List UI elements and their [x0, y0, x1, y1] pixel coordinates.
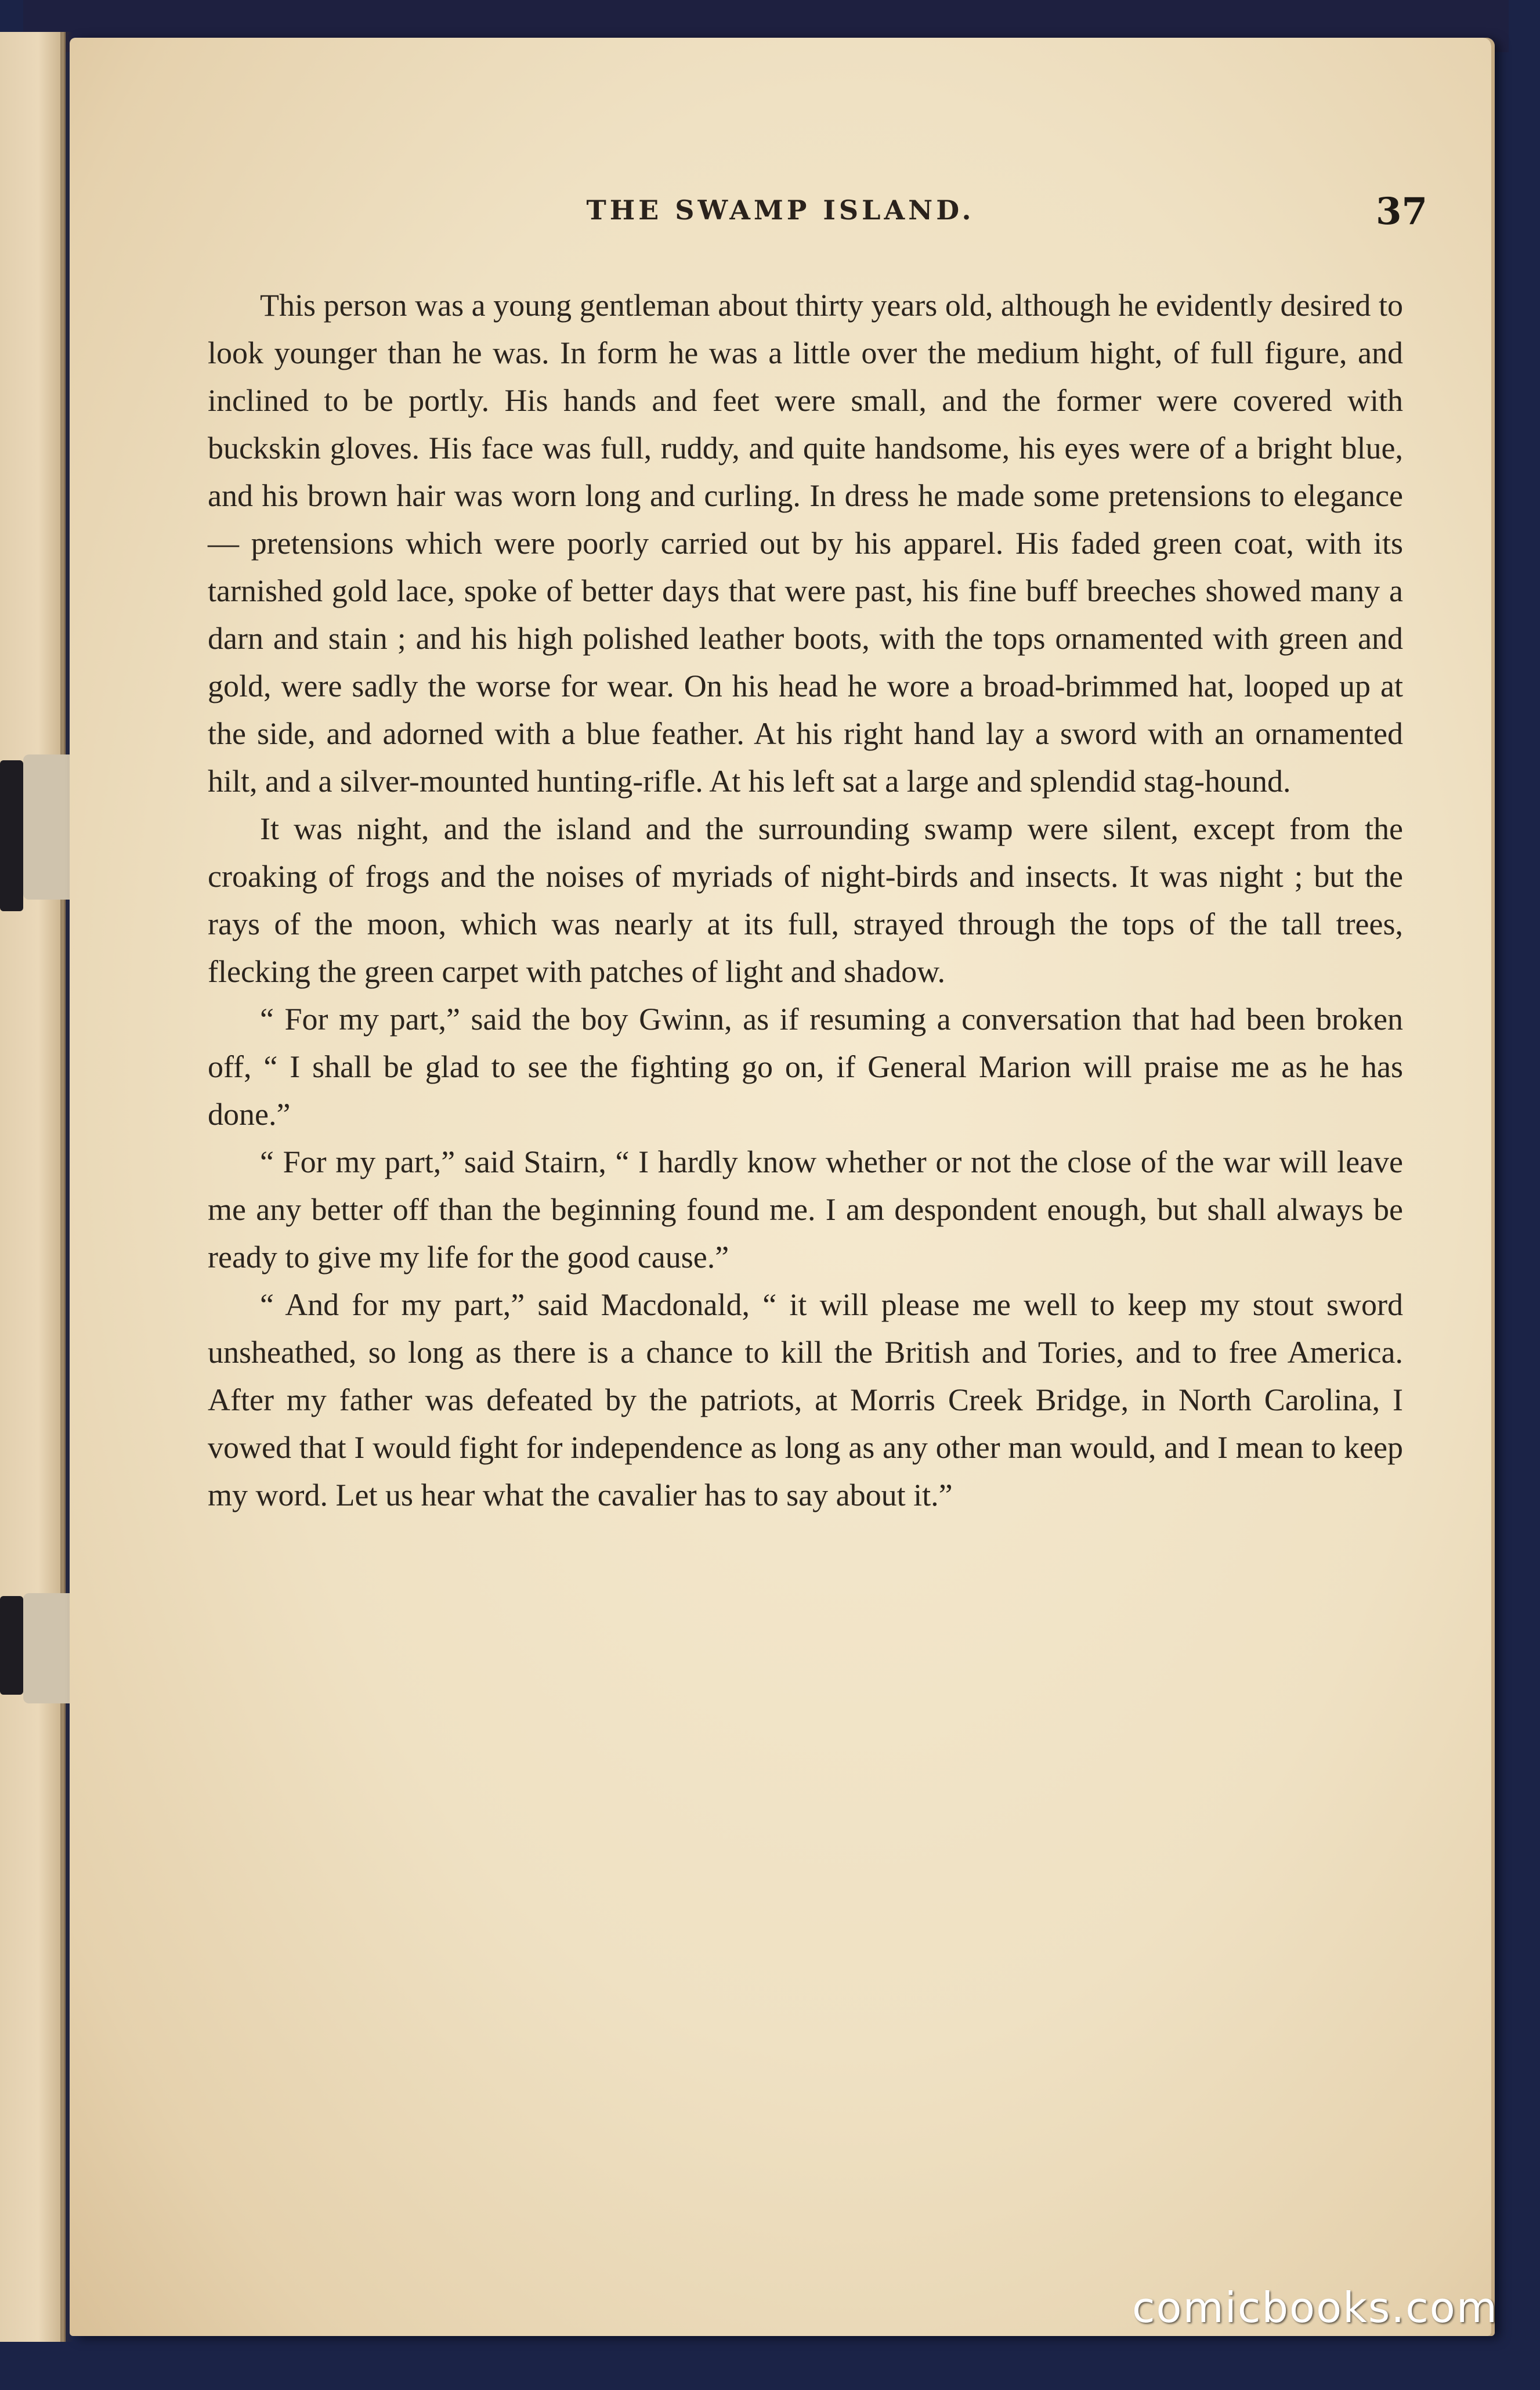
book-page: [70, 38, 1491, 2336]
page-number: 37: [1375, 190, 1427, 233]
paragraph-description: This person was a young gentleman about thirty years old, although he evidently desired to look younger than he was. In form he was a little over the medium hight, of full figure, and inclined to be portly. His hands and feet were small, and the former were covered with buckskin gloves. His face was full, ruddy, and quite handsome, his eyes were of a bright blue, and his brown hair was worn long and curling. In dress he made some pretensions to elegance — pretensions which were poorly carried out by his apparel. His faded green coat, with its tarnished gold lace, spoke of better days that were past, his fine buff breeches showed many a darn and stain ; and his high polished leather boots, with the tops ornamented with green and gold, were sadly the worse for wear. On his head he wore a broad-brimmed hat, looped up at the side, and adorned with a blue feather. At his right hand lay a sword with an ornamented hilt, and a silver-mounted hunting-rifle. At his left sat a large and splendid stag-hound.: [208, 288, 1403, 799]
binding-band-lower: [23, 1593, 75, 1703]
watermark: comicbooks.com: [1131, 2283, 1498, 2332]
staple-lower-left: [0, 1596, 23, 1695]
staple-upper-left: [0, 760, 23, 911]
paragraph-gwinn: “ For my part,” said the boy Gwinn, as if resuming a conversation that had been broken off, “ I shall be glad to see the fighting go on, if General Marion will praise me as he has done.”: [208, 1002, 1403, 1132]
body-text: [208, 281, 1403, 1519]
paragraph-night: It was night, and the island and the surrounding swamp were silent, except from the croaking of frogs and the noises of myriads of night-birds and insects. It was night ; but the rays of the moon, which was nearly at its full, strayed through the tops of the tall trees, flecking the green carpet with patches of light and shadow.: [208, 811, 1403, 989]
left-page-edge: [0, 32, 66, 2342]
paragraph-macdonald: “ And for my part,” said Macdonald, “ it will please me well to keep my stout sword unsheathed, so long as there is a chance to kill the British and Tories, and to free America. After my father was defeated by the patriots, at Morris Creek Bridge, in North Carolina, I vowed that I would fight for independence as long as any other man would, and I mean to keep my word. Let us hear what the cavalier has to say about it.”: [208, 1287, 1403, 1512]
paragraph-stairn: “ For my part,” said Stairn, “ I hardly know whether or not the close of the war will leave me any better off than the beginning found me. I am despondent enough, but shall always be ready to give my life for the good cause.”: [208, 1145, 1403, 1275]
running-head: THE SWAMP ISLAND.: [586, 194, 975, 226]
